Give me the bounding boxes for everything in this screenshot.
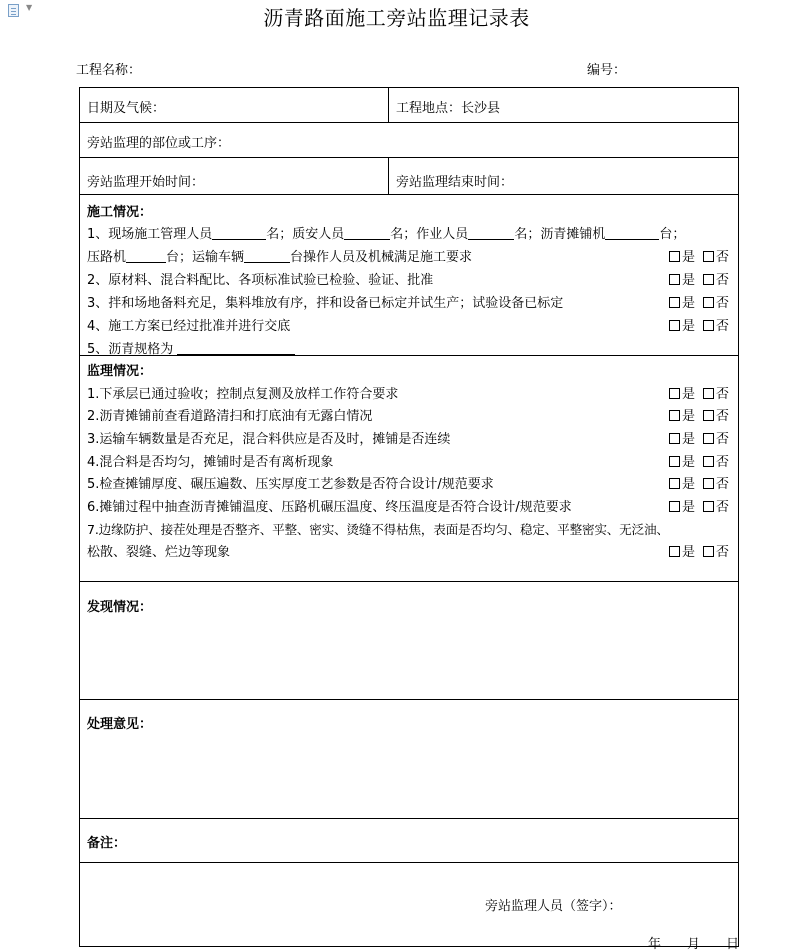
supervision-item-4: 4.混合料是否均匀，摊铺时是否有离析现象 — [87, 455, 334, 470]
no-checkbox[interactable]: 否 — [703, 432, 729, 447]
divider — [80, 581, 738, 582]
no-checkbox[interactable]: 否 — [703, 319, 729, 334]
construction-item-5 — [87, 338, 295, 357]
fill-blank[interactable] — [212, 227, 266, 240]
start-time-field[interactable]: 旁站监理开始时间： — [87, 175, 205, 190]
yes-checkbox[interactable]: 是 — [669, 273, 695, 288]
fill-blank[interactable] — [344, 227, 390, 240]
construction-title: 施工情况： — [87, 205, 153, 220]
text: 名；作业人员 — [390, 227, 469, 242]
column-divider — [388, 157, 389, 194]
supervision-title: 监理情况： — [87, 364, 153, 379]
divider — [80, 699, 738, 700]
yes-no-choice — [669, 315, 729, 334]
yes-checkbox[interactable]: 是 — [669, 455, 695, 470]
text: 台操作人员及机械满足施工要求 — [290, 250, 473, 265]
no-checkbox[interactable]: 否 — [703, 455, 729, 470]
fill-blank[interactable] — [126, 250, 166, 263]
construction-item-4: 4、施工方案已经过批准并进行交底 — [87, 319, 291, 334]
number-label: 编号： — [587, 63, 627, 78]
yes-checkbox[interactable]: 是 — [669, 432, 695, 447]
yes-checkbox[interactable]: 是 — [669, 387, 695, 402]
yes-no-choice — [669, 541, 729, 560]
divider — [80, 122, 738, 123]
signature-label: 旁站监理人员（签字）： — [485, 899, 622, 914]
text: 台； — [659, 227, 686, 242]
divider — [80, 157, 738, 158]
text: 名；质安人员 — [266, 227, 345, 242]
yes-checkbox[interactable]: 是 — [669, 319, 695, 334]
construction-item-2: 2、原材料、混合料配比、各项标准试验已检验、验证、批准 — [87, 273, 434, 288]
no-checkbox[interactable]: 否 — [703, 545, 729, 560]
findings-title: 发现情况： — [87, 600, 153, 615]
fill-blank[interactable] — [468, 227, 514, 240]
column-divider — [388, 88, 389, 122]
fill-blank[interactable] — [605, 227, 659, 240]
divider — [80, 862, 738, 863]
supervision-part-field[interactable]: 旁站监理的部位或工序： — [87, 136, 231, 151]
yes-checkbox[interactable]: 是 — [669, 250, 695, 265]
yes-no-choice — [669, 451, 729, 470]
no-checkbox[interactable]: 否 — [703, 387, 729, 402]
yes-checkbox[interactable]: 是 — [669, 545, 695, 560]
supervision-item-6: 6.摊铺过程中抽查沥青摊铺温度、压路机碾压温度、终压温度是否符合设计/规范要求 — [87, 500, 572, 515]
date-weather-field[interactable]: 日期及气候： — [87, 101, 166, 116]
no-checkbox[interactable]: 否 — [703, 250, 729, 265]
supervision-item-7-line-1: 7.边缘防护、接茬处理是否整齐、平整、密实、烫缝不得枯焦，表面是否均匀、稳定、平整密实、无泛油、 — [87, 522, 669, 537]
end-time-field[interactable]: 旁站监理结束时间： — [396, 175, 514, 190]
text: 1、现场施工管理人员 — [87, 227, 213, 242]
no-checkbox[interactable]: 否 — [703, 409, 729, 424]
text: 压路机 — [87, 250, 127, 265]
no-checkbox[interactable]: 否 — [703, 273, 729, 288]
project-name-label: 工程名称： — [76, 63, 142, 78]
text: 5、沥青规格为 — [87, 342, 174, 357]
form-title: 沥青路面施工旁站监理记录表 — [263, 6, 530, 30]
opinion-title: 处理意见： — [87, 717, 153, 732]
construction-item-3: 3、拌和场地备料充足，集料堆放有序，拌和设备已标定并试生产；试验设备已标定 — [87, 296, 564, 311]
yes-no-choice — [669, 496, 729, 515]
yes-no-choice — [669, 383, 729, 402]
dropdown-caret-icon[interactable]: ▼ — [26, 3, 33, 12]
project-location-field[interactable]: 工程地点：长沙县 — [396, 101, 501, 116]
yes-no-choice — [669, 473, 729, 492]
supervision-item-5: 5.检查摊铺厚度、碾压遍数、压实厚度工艺参数是否符合设计/规范要求 — [87, 477, 494, 492]
signature-date: 年 月 日 — [648, 937, 740, 952]
divider — [80, 194, 738, 195]
supervision-item-7-line-2: 松散、裂缝、烂边等现象 — [87, 545, 231, 560]
supervision-item-1: 1.下承层已通过验收；控制点复测及放样工作符合要求 — [87, 387, 399, 402]
fill-blank[interactable] — [177, 342, 295, 355]
yes-no-choice — [669, 428, 729, 447]
text: 名；沥青摊铺机 — [514, 227, 606, 242]
construction-line-1 — [87, 223, 685, 242]
yes-checkbox[interactable]: 是 — [669, 477, 695, 492]
supervision-item-3: 3.运输车辆数量是否充足，混合料供应是否及时，摊铺是否连续 — [87, 432, 451, 447]
no-checkbox[interactable]: 否 — [703, 477, 729, 492]
yes-no-choice — [669, 405, 729, 424]
yes-checkbox[interactable]: 是 — [669, 500, 695, 515]
yes-checkbox[interactable]: 是 — [669, 296, 695, 311]
yes-no-choice — [669, 269, 729, 288]
no-checkbox[interactable]: 否 — [703, 296, 729, 311]
yes-checkbox[interactable]: 是 — [669, 409, 695, 424]
construction-line-2 — [87, 246, 472, 265]
divider — [80, 818, 738, 819]
yes-no-choice — [669, 292, 729, 311]
fill-blank[interactable] — [244, 250, 290, 263]
yes-no-choice — [669, 246, 729, 265]
text: 台；运输车辆 — [166, 250, 245, 265]
record-table — [79, 87, 740, 952]
supervision-item-2: 2.沥青摊铺前查看道路清扫和打底油有无露白情况 — [87, 409, 373, 424]
no-checkbox[interactable]: 否 — [703, 500, 729, 515]
remarks-title: 备注： — [87, 836, 127, 851]
